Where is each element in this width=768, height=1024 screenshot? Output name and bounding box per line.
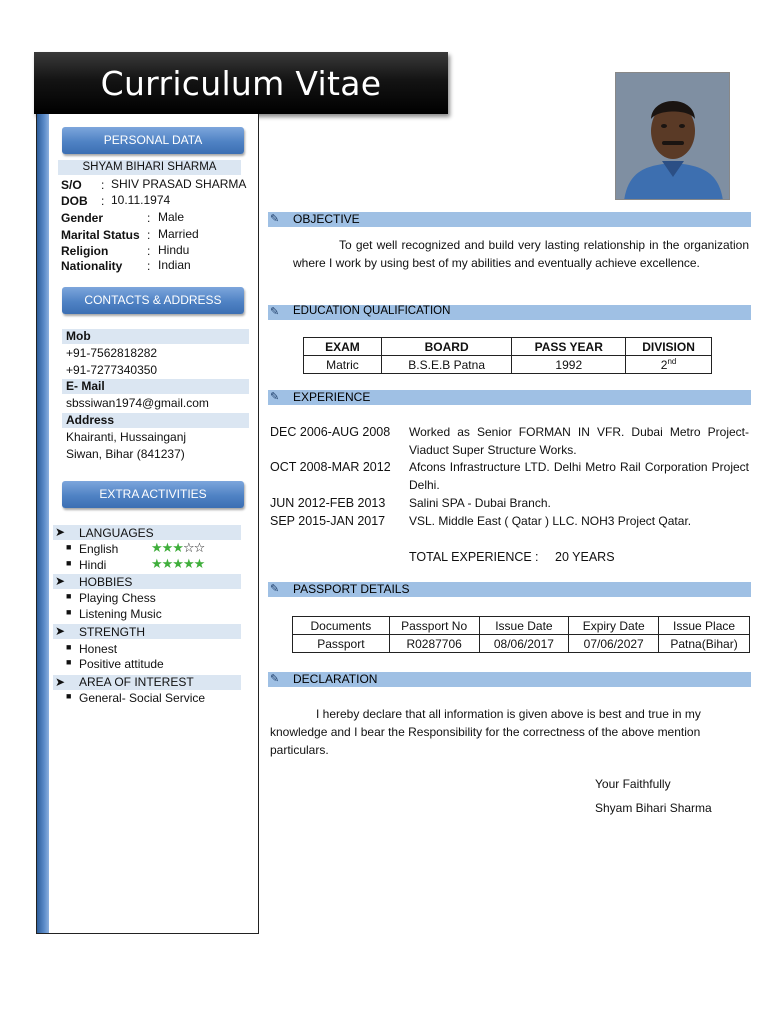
experience-description: Afcons Infrastructure LTD. Delhi Metro Rail Corporation Project Delhi. bbox=[409, 460, 749, 492]
colon: : bbox=[101, 194, 105, 208]
square-bullet-icon: ■ bbox=[66, 558, 72, 568]
passport-title: PASSPORT DETAILS bbox=[293, 582, 410, 596]
square-bullet-icon: ■ bbox=[66, 657, 72, 667]
value-nationality: Indian bbox=[158, 258, 191, 272]
signature-name: Shyam Bihari Sharma bbox=[595, 801, 712, 815]
experience-period: OCT 2008-MAR 2012 bbox=[270, 460, 391, 474]
page-title: Curriculum Vitae bbox=[100, 64, 382, 103]
mobile-number-2: +91-7277340350 bbox=[66, 363, 158, 377]
label-dob: DOB bbox=[61, 194, 88, 208]
star-icon: ★★★★★ bbox=[151, 556, 205, 571]
table-row bbox=[304, 356, 712, 374]
address-line-1: Khairanti, Hussainganj bbox=[66, 430, 187, 444]
experience-description: Worked as Senior FORMAN IN VFR. Dubai Metro Project- Viaduct Super Structure Works. bbox=[409, 425, 749, 457]
header-cell: Issue Place bbox=[659, 617, 750, 635]
pencil-icon: ✎ bbox=[270, 391, 280, 403]
value-dob: 10.11.1974 bbox=[111, 193, 171, 207]
arrow-bullet-icon: ➤ bbox=[55, 525, 66, 539]
experience-title: EXPERIENCE bbox=[293, 390, 371, 404]
label-nationality: Nationality bbox=[61, 259, 123, 273]
email-label: E- Mail bbox=[66, 379, 105, 393]
hobby-item: Listening Music bbox=[79, 607, 162, 621]
extra-activities-heading-text: EXTRA ACTIVITIES bbox=[99, 487, 207, 501]
hobbies-label: HOBBIES bbox=[79, 575, 133, 589]
closing-text: Your Faithfully bbox=[595, 777, 671, 791]
pencil-icon: ✎ bbox=[270, 673, 280, 685]
square-bullet-icon: ■ bbox=[66, 642, 72, 652]
arrow-bullet-icon: ➤ bbox=[55, 624, 66, 638]
strength-label: STRENGTH bbox=[79, 625, 145, 639]
language-english: English bbox=[79, 542, 119, 556]
portrait-image bbox=[616, 73, 730, 200]
header-cell: EXAM bbox=[304, 338, 382, 356]
declaration-title: DECLARATION bbox=[293, 672, 378, 686]
exam-cell: Matric bbox=[304, 356, 382, 374]
profile-photo bbox=[615, 72, 730, 200]
value-marital-status: Married bbox=[158, 227, 199, 241]
hindi-rating bbox=[151, 556, 204, 572]
header-cell: Issue Date bbox=[479, 617, 569, 635]
colon: : bbox=[147, 259, 151, 273]
sidebar-stripe bbox=[37, 114, 49, 933]
issue-date-cell: 08/06/2017 bbox=[479, 635, 569, 653]
title-banner bbox=[34, 52, 448, 114]
full-name: SHYAM BIHARI SHARMA bbox=[82, 161, 217, 173]
table-header-row bbox=[304, 338, 712, 356]
header-cell: DIVISION bbox=[626, 338, 712, 356]
experience-description: Salini SPA - Dubai Branch. bbox=[409, 496, 551, 510]
education-title: EDUCATION QUALIFICATION bbox=[293, 305, 451, 317]
label-gender: Gender bbox=[61, 211, 104, 225]
document-cell: Passport bbox=[293, 635, 390, 653]
experience-header bbox=[268, 390, 751, 405]
year-cell: 1992 bbox=[512, 356, 626, 374]
languages-label: LANGUAGES bbox=[79, 526, 154, 540]
address-line-2: Siwan, Bihar (841237) bbox=[66, 447, 185, 461]
header-cell: Expiry Date bbox=[569, 617, 659, 635]
square-bullet-icon: ■ bbox=[66, 591, 72, 601]
division-cell bbox=[626, 356, 712, 374]
strength-item: Honest bbox=[79, 642, 118, 656]
colon: : bbox=[147, 228, 151, 242]
objective-title: OBJECTIVE bbox=[293, 212, 360, 226]
experience-period: JUN 2012-FEB 2013 bbox=[270, 496, 386, 510]
contacts-heading-text: CONTACTS & ADDRESS bbox=[84, 293, 222, 307]
square-bullet-icon: ■ bbox=[66, 691, 72, 701]
mobile-number-1: +91-7562818282 bbox=[66, 346, 158, 360]
passport-table bbox=[292, 616, 750, 653]
colon: : bbox=[101, 178, 105, 192]
header-cell: BOARD bbox=[381, 338, 512, 356]
value-so: SHIV PRASAD SHARMA bbox=[111, 177, 247, 191]
pencil-icon: ✎ bbox=[270, 213, 280, 225]
passport-number-cell: R0287706 bbox=[389, 635, 479, 653]
pencil-icon: ✎ bbox=[270, 583, 280, 595]
english-rating bbox=[151, 540, 204, 556]
interest-label: AREA OF INTEREST bbox=[79, 675, 194, 689]
personal-data-heading bbox=[62, 127, 244, 154]
declaration-header bbox=[268, 672, 751, 687]
interest-item: General- Social Service bbox=[79, 691, 206, 705]
header-cell: Documents bbox=[293, 617, 390, 635]
experience-description: VSL. Middle East ( Qatar ) LLC. NOH3 Project Qatar. bbox=[409, 514, 692, 528]
expiry-date-cell: 07/06/2027 bbox=[569, 635, 659, 653]
address-label: Address bbox=[66, 413, 115, 427]
label-so: S/O bbox=[61, 178, 82, 192]
division-suffix: nd bbox=[667, 357, 677, 366]
colon: : bbox=[147, 244, 151, 258]
hobby-item: Playing Chess bbox=[79, 591, 156, 605]
objective-text: To get well recognized and build very lasting relationship in the organization where I work by using best of my abilities and eventually achieve excellence. bbox=[293, 238, 749, 270]
square-bullet-icon: ■ bbox=[66, 542, 72, 552]
education-header bbox=[268, 305, 751, 320]
label-religion: Religion bbox=[61, 244, 109, 258]
header-cell: Passport No bbox=[389, 617, 479, 635]
contacts-heading bbox=[62, 287, 244, 314]
star-outline-icon: ☆☆ bbox=[182, 540, 205, 555]
division-value: 2 bbox=[660, 358, 668, 372]
board-cell: B.S.E.B Patna bbox=[381, 356, 512, 374]
table-row bbox=[293, 635, 750, 653]
value-gender: Male bbox=[158, 210, 185, 224]
total-experience-value: 20 YEARS bbox=[555, 550, 615, 564]
issue-place-cell: Patna(Bihar) bbox=[659, 635, 750, 653]
strength-item: Positive attitude bbox=[79, 657, 164, 671]
header-cell: PASS YEAR bbox=[512, 338, 626, 356]
experience-period: SEP 2015-JAN 2017 bbox=[270, 514, 386, 528]
email-address: sbssiwan1974@gmail.com bbox=[66, 396, 209, 410]
arrow-bullet-icon: ➤ bbox=[55, 675, 66, 689]
arrow-bullet-icon: ➤ bbox=[55, 574, 66, 588]
declaration-text: I hereby declare that all information is given above is best and true in my knowledge and I bear the Responsibility for the correctness of the above mention particulars. bbox=[270, 707, 701, 757]
star-icon: ★★★ bbox=[151, 540, 183, 555]
table-header-row bbox=[293, 617, 750, 635]
square-bullet-icon: ■ bbox=[66, 607, 72, 617]
passport-header bbox=[268, 582, 751, 597]
total-experience-colon: : bbox=[535, 550, 539, 564]
education-table bbox=[303, 337, 712, 374]
personal-data-heading-text: PERSONAL DATA bbox=[103, 133, 203, 147]
pencil-icon: ✎ bbox=[270, 306, 280, 318]
experience-period: DEC 2006-AUG 2008 bbox=[270, 425, 391, 439]
label-marital-status: Marital Status bbox=[61, 228, 140, 242]
value-religion: Hindu bbox=[158, 243, 190, 257]
language-hindi: Hindi bbox=[79, 558, 107, 572]
extra-activities-heading bbox=[62, 481, 244, 508]
colon: : bbox=[147, 211, 151, 225]
mob-label: Mob bbox=[66, 329, 91, 343]
objective-header bbox=[268, 212, 751, 227]
total-experience-label: TOTAL EXPERIENCE bbox=[409, 550, 532, 564]
